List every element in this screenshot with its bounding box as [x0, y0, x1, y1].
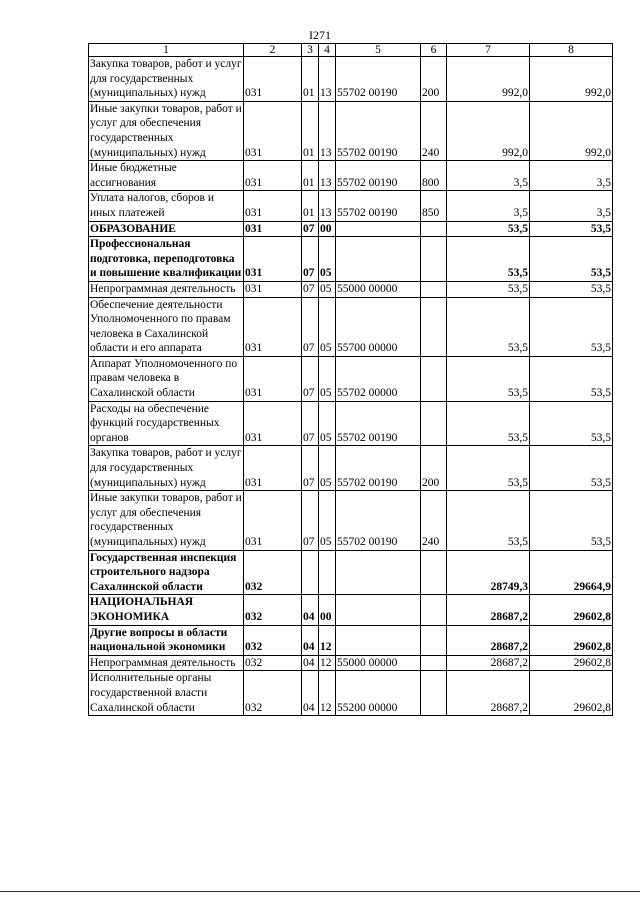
name-cell: Исполнительные органы государственной власти Сахалинской области: [89, 671, 244, 716]
name-cell: Иные бюджетные ассигнования: [89, 161, 244, 191]
subsection-code-cell: 12: [319, 671, 336, 716]
section-code-cell: 04: [302, 655, 319, 671]
subsection-code-cell: 13: [319, 57, 336, 102]
amount-year1-cell: 53,5: [447, 281, 530, 297]
section-code-cell: [302, 550, 319, 595]
section-code-cell: 01: [302, 101, 319, 160]
header-cell: 5: [336, 44, 421, 57]
table-row: [89, 550, 613, 595]
name-cell: ОБРАЗОВАНИЕ: [89, 221, 244, 237]
name-cell: Обеспечение деятельности Уполномоченного по правам человека в Сахалинской области и его аппарата: [89, 297, 244, 356]
expense-type-cell: [421, 671, 447, 716]
expense-type-cell: [421, 655, 447, 671]
table-row: [89, 655, 613, 671]
table-row: [89, 237, 613, 282]
section-code-cell: 01: [302, 191, 319, 221]
subsection-code-cell: 05: [319, 297, 336, 356]
table-row: [89, 671, 613, 716]
amount-year2-cell: 53,5: [530, 281, 613, 297]
name-cell: Иные закупки товаров, работ и услуг для обеспечения государственных (муниципальных) нужд: [89, 491, 244, 550]
amount-year2-cell: 29602,8: [530, 655, 613, 671]
section-code-cell: 01: [302, 57, 319, 102]
ved-code-cell: 031: [244, 446, 302, 491]
expense-type-cell: 800: [421, 161, 447, 191]
table-row: [89, 446, 613, 491]
amount-year1-cell: 53,5: [447, 221, 530, 237]
expense-type-cell: 240: [421, 101, 447, 160]
table-row: [89, 281, 613, 297]
ved-code-cell: 031: [244, 491, 302, 550]
expense-type-cell: 240: [421, 491, 447, 550]
section-code-cell: 07: [302, 281, 319, 297]
header-cell: 3: [302, 44, 319, 57]
amount-year1-cell: 28687,2: [447, 655, 530, 671]
ved-code-cell: 031: [244, 221, 302, 237]
target-article-cell: [336, 550, 421, 595]
section-code-cell: 07: [302, 221, 319, 237]
target-article-cell: 55702 00190: [336, 401, 421, 446]
amount-year1-cell: 53,5: [447, 401, 530, 446]
expense-type-cell: [421, 356, 447, 401]
target-article-cell: 55702 00000: [336, 356, 421, 401]
amount-year2-cell: 53,5: [530, 221, 613, 237]
amount-year2-cell: 29602,8: [530, 671, 613, 716]
table-row: [89, 101, 613, 160]
target-article-cell: 55702 00190: [336, 101, 421, 160]
amount-year1-cell: 3,5: [447, 161, 530, 191]
ved-code-cell: 032: [244, 655, 302, 671]
target-article-cell: 55702 00190: [336, 191, 421, 221]
amount-year2-cell: 29602,8: [530, 625, 613, 655]
header-cell: 7: [447, 44, 530, 57]
subsection-code-cell: 00: [319, 221, 336, 237]
expense-type-cell: [421, 281, 447, 297]
table-row: [89, 161, 613, 191]
budget-table: [88, 43, 613, 716]
name-cell: Профессиональная подготовка, переподготовка и повышение квалификации: [89, 237, 244, 282]
target-article-cell: 55702 00190: [336, 161, 421, 191]
ved-code-cell: 032: [244, 625, 302, 655]
expense-type-cell: [421, 401, 447, 446]
expense-type-cell: [421, 625, 447, 655]
ved-code-cell: 032: [244, 595, 302, 625]
bottom-rule: [0, 891, 640, 892]
expense-type-cell: [421, 237, 447, 282]
section-code-cell: 07: [302, 356, 319, 401]
target-article-cell: [336, 237, 421, 282]
name-cell: Другие вопросы в области национальной экономики: [89, 625, 244, 655]
subsection-code-cell: 05: [319, 237, 336, 282]
subsection-code-cell: 05: [319, 446, 336, 491]
subsection-code-cell: 12: [319, 625, 336, 655]
amount-year1-cell: 992,0: [447, 57, 530, 102]
expense-type-cell: [421, 595, 447, 625]
target-article-cell: 55702 00190: [336, 446, 421, 491]
header-cell: 1: [89, 44, 244, 57]
ved-code-cell: 031: [244, 297, 302, 356]
target-article-cell: [336, 221, 421, 237]
amount-year1-cell: 992,0: [447, 101, 530, 160]
expense-type-cell: 200: [421, 57, 447, 102]
amount-year2-cell: 3,5: [530, 191, 613, 221]
target-article-cell: [336, 625, 421, 655]
target-article-cell: 55702 00190: [336, 57, 421, 102]
amount-year1-cell: 28687,2: [447, 595, 530, 625]
table-row: [89, 57, 613, 102]
amount-year1-cell: 28687,2: [447, 625, 530, 655]
ved-code-cell: 031: [244, 237, 302, 282]
subsection-code-cell: 13: [319, 101, 336, 160]
subsection-code-cell: 13: [319, 161, 336, 191]
table-header-row: [89, 44, 613, 57]
header-cell: 2: [244, 44, 302, 57]
subsection-code-cell: 05: [319, 281, 336, 297]
table-row: [89, 595, 613, 625]
target-article-cell: 55700 00000: [336, 297, 421, 356]
header-cell: 4: [319, 44, 336, 57]
subsection-code-cell: 13: [319, 191, 336, 221]
section-code-cell: 04: [302, 595, 319, 625]
amount-year1-cell: 53,5: [447, 297, 530, 356]
table-row: [89, 356, 613, 401]
amount-year1-cell: 53,5: [447, 446, 530, 491]
subsection-code-cell: 00: [319, 595, 336, 625]
ved-code-cell: 031: [244, 101, 302, 160]
table-row: [89, 221, 613, 237]
ved-code-cell: 032: [244, 550, 302, 595]
amount-year2-cell: 53,5: [530, 297, 613, 356]
name-cell: Иные закупки товаров, работ и услуг для обеспечения государственных (муниципальных) нужд: [89, 101, 244, 160]
ved-code-cell: 031: [244, 57, 302, 102]
expense-type-cell: 200: [421, 446, 447, 491]
subsection-code-cell: 12: [319, 655, 336, 671]
amount-year2-cell: 3,5: [530, 161, 613, 191]
target-article-cell: 55000 00000: [336, 655, 421, 671]
table-row: [89, 191, 613, 221]
amount-year2-cell: 992,0: [530, 57, 613, 102]
header-cell: 8: [530, 44, 613, 57]
section-code-cell: 07: [302, 237, 319, 282]
expense-type-cell: 850: [421, 191, 447, 221]
ved-code-cell: 031: [244, 356, 302, 401]
amount-year2-cell: 53,5: [530, 446, 613, 491]
page-number: I271: [309, 28, 331, 42]
ved-code-cell: 031: [244, 281, 302, 297]
table-row: [89, 491, 613, 550]
section-code-cell: 07: [302, 401, 319, 446]
amount-year2-cell: 29664,9: [530, 550, 613, 595]
amount-year2-cell: 29602,8: [530, 595, 613, 625]
subsection-code-cell: 05: [319, 356, 336, 401]
header-cell: 6: [421, 44, 447, 57]
section-code-cell: 04: [302, 671, 319, 716]
section-code-cell: 01: [302, 161, 319, 191]
amount-year1-cell: 53,5: [447, 356, 530, 401]
amount-year1-cell: 3,5: [447, 191, 530, 221]
name-cell: Аппарат Уполномоченного по правам человека в Сахалинской области: [89, 356, 244, 401]
name-cell: Непрограммная деятельность: [89, 281, 244, 297]
table-row: [89, 401, 613, 446]
amount-year2-cell: 53,5: [530, 401, 613, 446]
target-article-cell: 55200 00000: [336, 671, 421, 716]
name-cell: Уплата налогов, сборов и иных платежей: [89, 191, 244, 221]
amount-year1-cell: 28687,2: [447, 671, 530, 716]
name-cell: Государственная инспекция строительного надзора Сахалинской области: [89, 550, 244, 595]
amount-year1-cell: 53,5: [447, 237, 530, 282]
expense-type-cell: [421, 297, 447, 356]
name-cell: Закупка товаров, работ и услуг для государственных (муниципальных) нужд: [89, 446, 244, 491]
ved-code-cell: 031: [244, 161, 302, 191]
name-cell: Закупка товаров, работ и услуг для государственных (муниципальных) нужд: [89, 57, 244, 102]
section-code-cell: 07: [302, 297, 319, 356]
ved-code-cell: 031: [244, 191, 302, 221]
target-article-cell: [336, 595, 421, 625]
amount-year2-cell: 53,5: [530, 356, 613, 401]
expense-type-cell: [421, 550, 447, 595]
table-row: [89, 625, 613, 655]
amount-year2-cell: 53,5: [530, 237, 613, 282]
amount-year2-cell: 992,0: [530, 101, 613, 160]
section-code-cell: 07: [302, 491, 319, 550]
section-code-cell: 07: [302, 446, 319, 491]
amount-year1-cell: 28749,3: [447, 550, 530, 595]
ved-code-cell: 031: [244, 401, 302, 446]
target-article-cell: 55702 00190: [336, 491, 421, 550]
section-code-cell: 04: [302, 625, 319, 655]
amount-year1-cell: 53,5: [447, 491, 530, 550]
ved-code-cell: 032: [244, 671, 302, 716]
table-row: [89, 297, 613, 356]
subsection-code-cell: [319, 550, 336, 595]
name-cell: Непрограммная деятельность: [89, 655, 244, 671]
amount-year2-cell: 53,5: [530, 491, 613, 550]
name-cell: Расходы на обеспечение функций государственных органов: [89, 401, 244, 446]
name-cell: НАЦИОНАЛЬНАЯ ЭКОНОМИКА: [89, 595, 244, 625]
expense-type-cell: [421, 221, 447, 237]
subsection-code-cell: 05: [319, 401, 336, 446]
subsection-code-cell: 05: [319, 491, 336, 550]
target-article-cell: 55000 00000: [336, 281, 421, 297]
